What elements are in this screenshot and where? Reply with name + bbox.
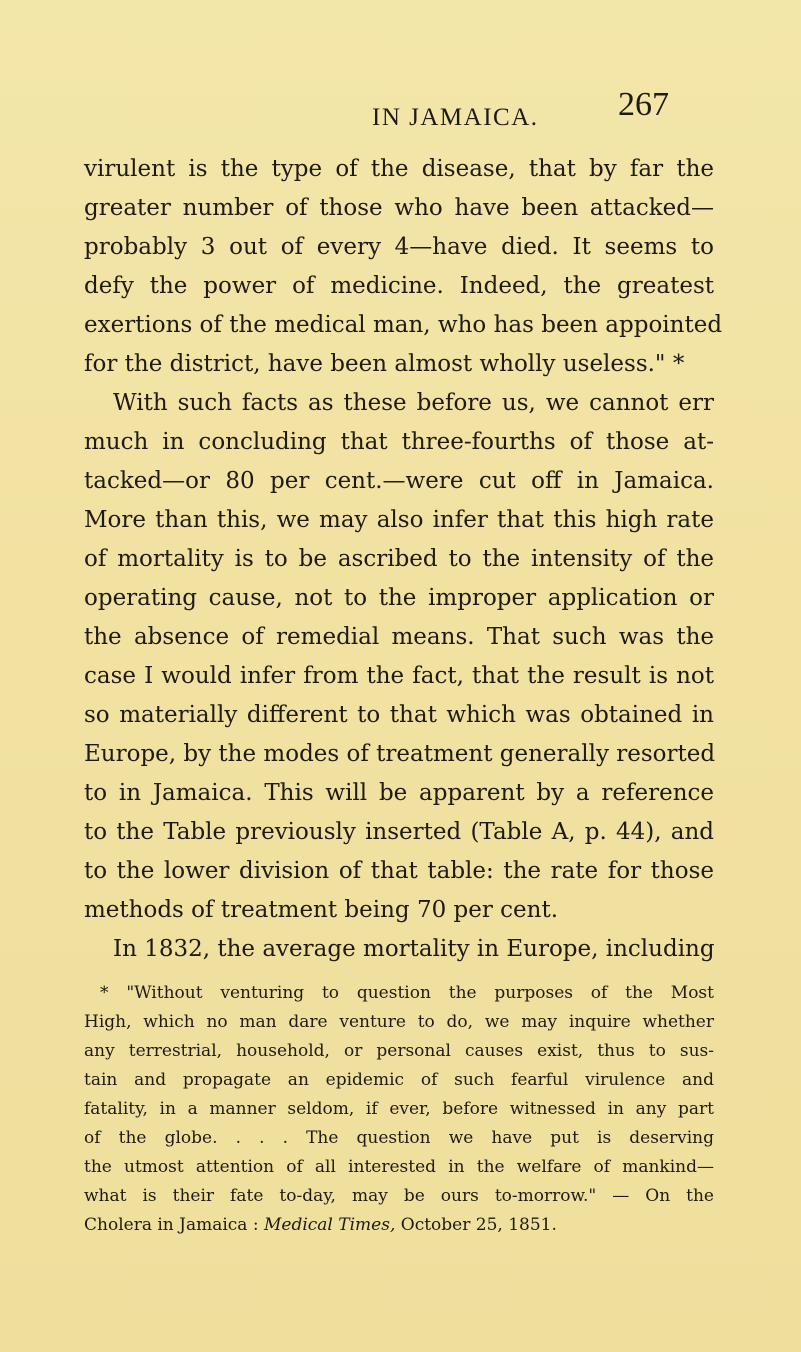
footnote-line: * "Without venturing to question the purposes of the Most (100, 983, 714, 1003)
body-line: virulent is the type of the disease, that by far the (84, 156, 714, 182)
body-line: greater number of those who have been attacked— (84, 195, 714, 221)
body-line: More than this, we may also infer that this high rate (84, 507, 714, 533)
footnote-line: tain and propagate an epidemic of such fearful virulence and (84, 1070, 714, 1090)
body-line: exertions of the medical man, who has been appointed (84, 312, 723, 338)
running-head: IN JAMAICA. (372, 104, 539, 131)
body-line: so materially different to that which was obtained in (84, 702, 714, 728)
body-line: for the district, have been almost wholly useless." * (84, 351, 685, 377)
citation-suffix: October 25, 1851. (395, 1215, 557, 1235)
footnote-line: any terrestrial, household, or personal causes exist, thus to sus- (84, 1041, 714, 1061)
body-line: case I would infer from the fact, that the result is not (84, 663, 714, 689)
footnote-line: fatality, in a manner seldom, if ever, before witnessed in any part (84, 1099, 714, 1119)
page-number: 267 (618, 86, 669, 123)
footnote-line: High, which no man dare venture to do, we may inquire whether (84, 1012, 714, 1032)
body-line: to the lower division of that table: the rate for those (84, 858, 714, 884)
body-line: much in concluding that three-fourths of those at- (84, 429, 714, 455)
body-line: of mortality is to be ascribed to the intensity of the (84, 546, 714, 572)
body-line: With such facts as these before us, we cannot err (113, 390, 714, 416)
footnote-line: of the globe. . . . The question we have put is deserving (84, 1128, 714, 1148)
body-line: methods of treatment being 70 per cent. (84, 897, 559, 923)
body-line: In 1832, the average mortality in Europe, including (113, 936, 715, 962)
footnote-line: the utmost attention of all interested in the welfare of mankind— (84, 1157, 714, 1177)
body-line: Europe, by the modes of treatment generally resorted (84, 741, 716, 767)
body-line: operating cause, not to the improper application or (84, 585, 714, 611)
body-line: to the Table previously inserted (Table A, p. 44), and (84, 819, 714, 845)
body-line: the absence of remedial means. That such was the (84, 624, 714, 650)
footnote-citation (84, 1212, 714, 1238)
body-line: tacked—or 80 per cent.—were cut off in Jamaica. (84, 468, 714, 494)
citation-prefix: Cholera in Jamaica : (84, 1215, 264, 1235)
body-line: probably 3 out of every 4—have died. It seems to (84, 234, 714, 260)
citation-journal: Medical Times, (263, 1215, 396, 1235)
body-line: to in Jamaica. This will be apparent by a reference (84, 780, 714, 806)
body-line: defy the power of medicine. Indeed, the greatest (84, 273, 714, 299)
footnote-line: what is their fate to-day, may be ours to-morrow." — On the (84, 1186, 714, 1206)
